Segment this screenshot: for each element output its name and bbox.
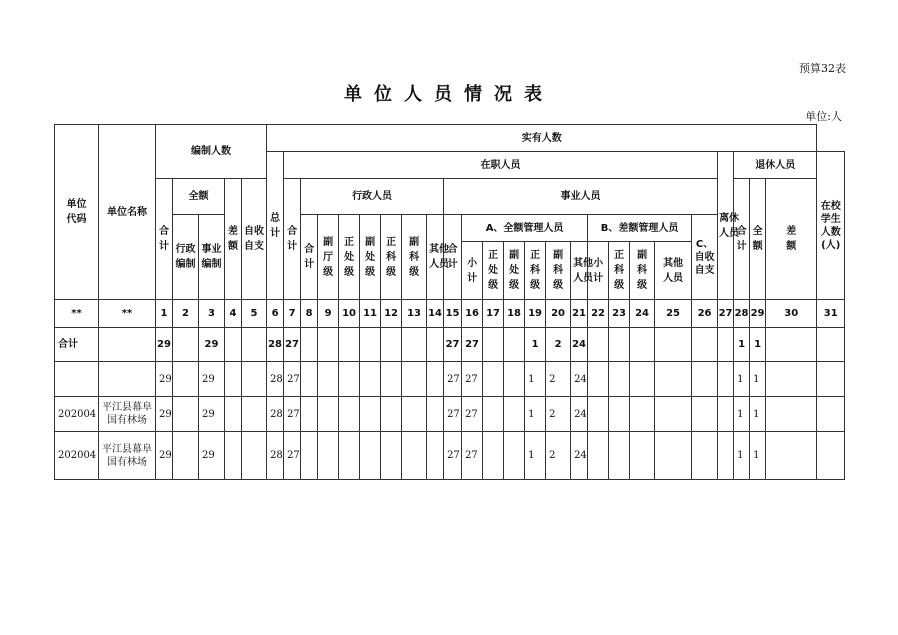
header-b-dir-sec: 正科级 — [609, 242, 630, 300]
row-cell: 24 — [571, 432, 588, 480]
row-cell — [609, 362, 630, 397]
row-cell — [339, 397, 360, 432]
row-cell — [427, 362, 444, 397]
row-cell — [504, 432, 525, 480]
row-unit-code — [55, 362, 99, 397]
index-cell: 30 — [766, 300, 817, 328]
row-cell — [318, 362, 339, 397]
row-cell — [588, 328, 609, 362]
row-cell: 27 — [444, 362, 462, 397]
row-cell: 28 — [267, 432, 284, 480]
index-cell: 22 — [588, 300, 609, 328]
row-cell — [630, 397, 655, 432]
row-cell — [339, 432, 360, 480]
header-on-duty: 在职人员 — [284, 152, 718, 179]
row-cell: 27 — [284, 362, 301, 397]
header-b-other: 其他人员 — [655, 242, 692, 300]
row-cell — [588, 362, 609, 397]
row-unit-name: 平江县幕阜国有林场 — [99, 432, 156, 480]
header-admin-other: 其他人员 — [427, 215, 444, 300]
index-cell: 9 — [318, 300, 339, 328]
row-cell — [609, 328, 630, 362]
header-admin-staff: 行政人员 — [301, 179, 444, 215]
index-cell: 4 — [225, 300, 242, 328]
row-unit-code: 202004 — [55, 432, 99, 480]
row-cell — [609, 432, 630, 480]
row-cell — [427, 397, 444, 432]
header-deputy-dept: 副厅级 — [318, 215, 339, 300]
row-cell: 2 — [546, 432, 571, 480]
row-cell — [242, 362, 267, 397]
header-ret-diff: 差额 — [766, 179, 817, 300]
header-c-self: C、自收自支 — [692, 215, 718, 300]
row-cell: 1 — [525, 397, 546, 432]
row-cell: 29 — [156, 362, 173, 397]
row-cell: 2 — [546, 397, 571, 432]
row-cell: 24 — [571, 362, 588, 397]
row-cell — [381, 362, 402, 397]
row-cell: 1 — [525, 328, 546, 362]
index-cell: 29 — [750, 300, 766, 328]
index-cell: 15 — [444, 300, 462, 328]
row-cell: 27 — [444, 432, 462, 480]
row-cell — [817, 362, 845, 397]
header-dep-div: 副处级 — [360, 215, 381, 300]
header-dir-sec: 正科级 — [381, 215, 402, 300]
header-b-group: B、差额管理人员 — [588, 215, 692, 242]
index-cell: 20 — [546, 300, 571, 328]
header-full-amount: 全额 — [173, 179, 225, 215]
row-cell — [504, 362, 525, 397]
row-cell — [427, 432, 444, 480]
header-est-total: 合计 — [156, 179, 173, 300]
row-cell — [766, 362, 817, 397]
header-students: 在校学生人数(人) — [817, 152, 845, 300]
index-cell: 16 — [462, 300, 483, 328]
header-dir-div: 正处级 — [339, 215, 360, 300]
row-cell: 29 — [156, 432, 173, 480]
row-cell: 1 — [525, 432, 546, 480]
index-cell: 7 — [284, 300, 301, 328]
row-cell — [655, 397, 692, 432]
row-cell: 28 — [267, 328, 284, 362]
header-a-dep-sec: 副科级 — [546, 242, 571, 300]
row-cell — [655, 328, 692, 362]
table-row — [55, 328, 845, 362]
header-establishment: 编制人数 — [156, 125, 267, 179]
row-cell: 29 — [199, 328, 225, 362]
header-dep-sec: 副科级 — [402, 215, 427, 300]
row-unit-name — [99, 362, 156, 397]
header-self: 自收自支 — [242, 179, 267, 300]
row-cell: 27 — [284, 432, 301, 480]
index-cell: 3 — [199, 300, 225, 328]
index-cell: 5 — [242, 300, 267, 328]
row-cell — [225, 328, 242, 362]
row-cell — [766, 328, 817, 362]
row-cell: 24 — [571, 328, 588, 362]
row-cell — [588, 397, 609, 432]
row-cell — [817, 328, 845, 362]
row-cell — [381, 432, 402, 480]
row-cell — [318, 432, 339, 480]
row-cell — [692, 328, 718, 362]
row-cell — [301, 362, 318, 397]
row-cell — [242, 328, 267, 362]
row-cell — [225, 362, 242, 397]
header-b-sub: 小计 — [588, 242, 609, 300]
header-unit-code: 单位代码 — [55, 125, 99, 300]
header-lixiu: 离休人员 — [718, 152, 734, 300]
row-cell: 1 — [734, 397, 750, 432]
row-cell — [655, 362, 692, 397]
row-cell: 27 — [444, 397, 462, 432]
header-unit-name: 单位名称 — [99, 125, 156, 300]
index-row — [55, 300, 845, 328]
row-unit-code: 合计 — [55, 328, 99, 362]
header-a-dep-div: 副处级 — [504, 242, 525, 300]
unit-label: 单位:人 — [805, 110, 842, 123]
row-cell: 1 — [750, 397, 766, 432]
index-cell: 21 — [571, 300, 588, 328]
row-cell — [630, 328, 655, 362]
header-a-other: 其他人员 — [571, 242, 588, 300]
row-cell: 27 — [462, 397, 483, 432]
row-cell — [718, 432, 734, 480]
row-cell — [609, 397, 630, 432]
row-cell: 1 — [750, 328, 766, 362]
row-cell — [692, 362, 718, 397]
page-title: 单位人员情况表 — [344, 84, 554, 105]
row-cell: 2 — [546, 328, 571, 362]
row-cell — [718, 397, 734, 432]
row-cell — [402, 362, 427, 397]
row-cell: 24 — [571, 397, 588, 432]
row-cell — [718, 362, 734, 397]
row-cell — [360, 362, 381, 397]
row-cell: 27 — [444, 328, 462, 362]
header-retired: 退休人员 — [734, 152, 817, 179]
row-cell — [173, 432, 199, 480]
index-cell: 14 — [427, 300, 444, 328]
index-cell: 6 — [267, 300, 284, 328]
row-cell — [427, 328, 444, 362]
index-cell: 27 — [718, 300, 734, 328]
index-cell: 28 — [734, 300, 750, 328]
row-cell — [817, 432, 845, 480]
row-cell — [301, 397, 318, 432]
row-cell: 27 — [462, 362, 483, 397]
row-cell: 1 — [734, 432, 750, 480]
row-cell — [692, 432, 718, 480]
row-cell: 29 — [156, 328, 173, 362]
header-a-sub: 小计 — [462, 242, 483, 300]
header-ret-full: 全额 — [750, 179, 766, 300]
header-inst-est: 事业编制 — [199, 215, 225, 300]
row-cell — [718, 328, 734, 362]
header-diff: 差额 — [225, 179, 242, 300]
row-cell — [630, 362, 655, 397]
index-name: ** — [99, 300, 156, 328]
row-cell: 27 — [284, 328, 301, 362]
row-cell — [360, 397, 381, 432]
index-cell: 24 — [630, 300, 655, 328]
row-cell — [402, 432, 427, 480]
row-cell — [173, 397, 199, 432]
row-cell — [766, 432, 817, 480]
row-cell — [483, 432, 504, 480]
row-cell — [242, 397, 267, 432]
header-inst-staff: 事业人员 — [444, 179, 718, 215]
header-grand-total: 总计 — [267, 152, 284, 300]
personnel-table — [54, 124, 845, 480]
index-cell: 13 — [402, 300, 427, 328]
row-cell — [655, 432, 692, 480]
row-cell: 27 — [462, 328, 483, 362]
index-cell: 12 — [381, 300, 402, 328]
row-unit-name — [99, 328, 156, 362]
row-cell: 29 — [156, 397, 173, 432]
row-cell — [630, 432, 655, 480]
row-cell — [588, 432, 609, 480]
row-cell: 1 — [734, 362, 750, 397]
header-inst-total: 合计 — [444, 215, 462, 300]
table-row — [55, 362, 845, 397]
header-a-dir-div: 正处级 — [483, 242, 504, 300]
row-cell: 2 — [546, 362, 571, 397]
index-cell: 25 — [655, 300, 692, 328]
row-cell — [360, 432, 381, 480]
index-cell: 8 — [301, 300, 318, 328]
header-admin-est: 行政编制 — [173, 215, 199, 300]
row-cell — [402, 328, 427, 362]
table-row — [55, 397, 845, 432]
header-on-duty-total: 合计 — [284, 179, 301, 300]
index-cell: 1 — [156, 300, 173, 328]
row-cell — [483, 362, 504, 397]
index-cell: 23 — [609, 300, 630, 328]
index-cell: 19 — [525, 300, 546, 328]
index-cell: 17 — [483, 300, 504, 328]
header-b-dep-sec: 副科级 — [630, 242, 655, 300]
row-cell — [301, 328, 318, 362]
row-cell: 1 — [525, 362, 546, 397]
index-cell: 11 — [360, 300, 381, 328]
row-cell — [301, 432, 318, 480]
index-cell: 31 — [817, 300, 845, 328]
row-cell — [318, 397, 339, 432]
header-ret-total: 合计 — [734, 179, 750, 300]
row-cell — [339, 328, 360, 362]
row-cell: 29 — [199, 432, 225, 480]
index-cell: 10 — [339, 300, 360, 328]
row-cell: 27 — [284, 397, 301, 432]
row-cell: 28 — [267, 362, 284, 397]
row-cell: 29 — [199, 362, 225, 397]
row-cell — [318, 328, 339, 362]
row-cell — [504, 328, 525, 362]
row-cell — [402, 397, 427, 432]
row-cell: 1 — [750, 362, 766, 397]
row-cell — [173, 362, 199, 397]
row-cell — [381, 397, 402, 432]
row-cell — [504, 397, 525, 432]
row-cell — [381, 328, 402, 362]
header-a-group: A、全额管理人员 — [462, 215, 588, 242]
header-a-dir-sec: 正科级 — [525, 242, 546, 300]
row-cell: 27 — [462, 432, 483, 480]
row-cell: 29 — [199, 397, 225, 432]
row-cell — [242, 432, 267, 480]
row-cell — [225, 432, 242, 480]
form-code: 预算32表 — [799, 62, 846, 75]
index-cell: 18 — [504, 300, 525, 328]
header-actual: 实有人数 — [267, 125, 817, 152]
row-cell — [692, 397, 718, 432]
index-cell: 2 — [173, 300, 199, 328]
header-admin-total: 合计 — [301, 215, 318, 300]
row-cell — [483, 328, 504, 362]
row-cell — [817, 397, 845, 432]
row-cell — [339, 362, 360, 397]
row-cell — [360, 328, 381, 362]
table-row — [55, 432, 845, 480]
row-cell — [766, 397, 817, 432]
row-cell: 28 — [267, 397, 284, 432]
row-unit-code: 202004 — [55, 397, 99, 432]
row-cell — [173, 328, 199, 362]
index-code: ** — [55, 300, 99, 328]
row-unit-name: 平江县幕阜国有林场 — [99, 397, 156, 432]
row-cell — [483, 397, 504, 432]
index-cell: 26 — [692, 300, 718, 328]
row-cell: 1 — [734, 328, 750, 362]
row-cell — [225, 397, 242, 432]
row-cell: 1 — [750, 432, 766, 480]
